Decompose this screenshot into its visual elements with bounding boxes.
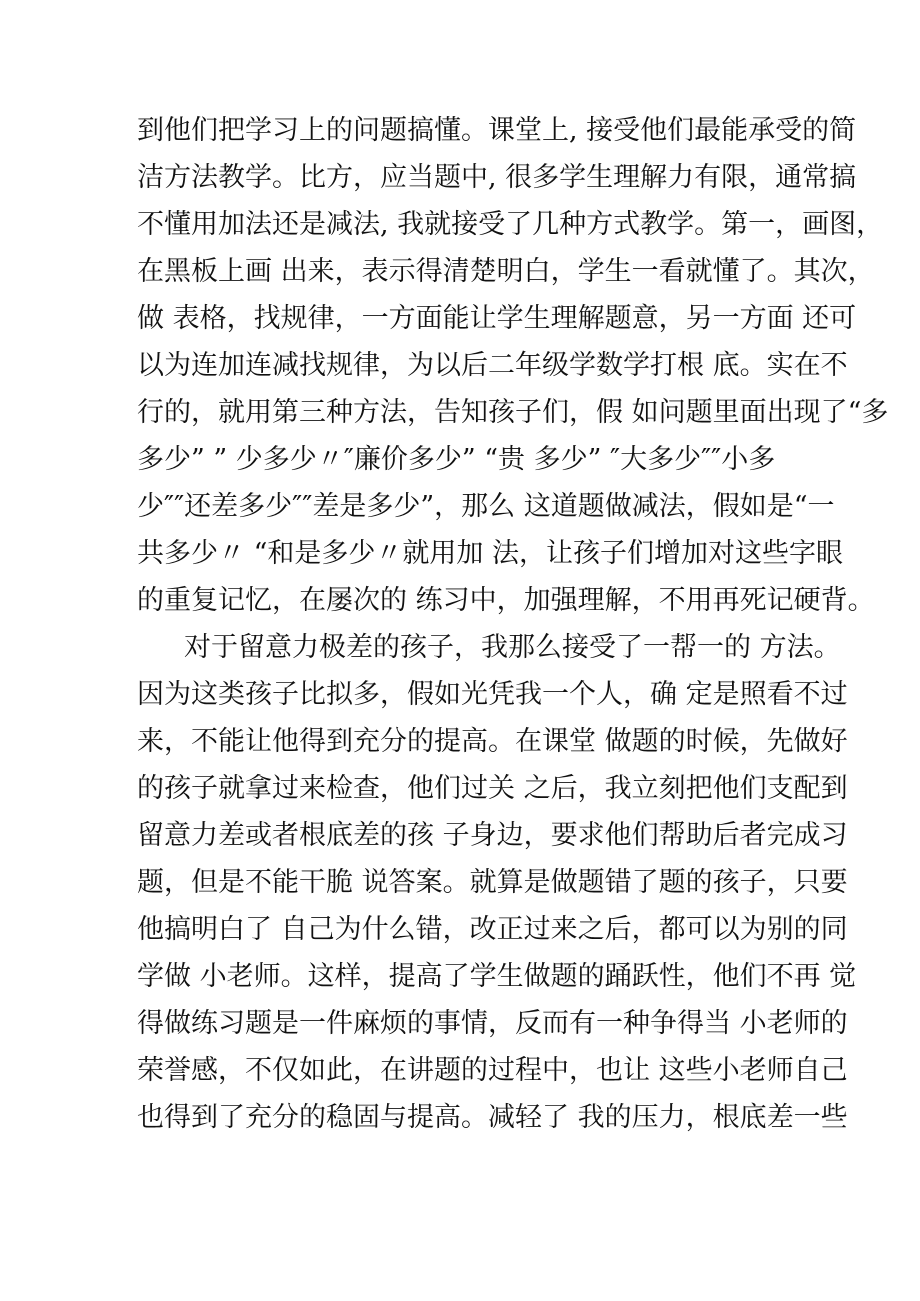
text-line: 共多少〃 “和是多少〃就用加 法，让孩子们增加对这些字眼 [137, 538, 843, 569]
text-line: 以为连加连减找规律，为以后二年级学数学打根 底。实在不 [137, 350, 848, 381]
text-line: 不懂用加法还是减法, 我就接受了几种方式教学。第一，画图， [137, 209, 884, 240]
text-line: 也得到了充分的稳固与提高。减轻了 我的压力，根底差一些 [137, 1102, 848, 1133]
text-line: 的重复记忆，在屡次的 练习中，加强理解，不用再死记硬背。 [137, 585, 875, 616]
text-line: 洁方法教学。比方，应当题中, 很多学生理解力有限，通常搞 [137, 162, 857, 193]
paragraph-2 [137, 624, 857, 1141]
text-line: 做 表格，找规律，一方面能让学生理解题意，另一方面 还可 [137, 303, 857, 334]
text-line: 到他们把学习上的问题搞懂。课堂上, 接受他们最能承受的简 [137, 115, 857, 146]
text-line: 学做 小老师。这样，提高了学生做题的踊跃性，他们不再 觉 [137, 961, 857, 992]
text-line: 行的，就用第三种方法，告知孩子们，假 如问题里面出现了“多 [137, 397, 889, 428]
text-line: 在黑板上画 出来，表示得清楚明白，学生一看就懂了。其次， [137, 256, 875, 287]
text-line: 题，但是不能干脆 说答案。就算是做题错了题的孩子，只要 [137, 867, 848, 898]
text-line: 荣誉感，不仅如此，在讲题的过程中，也让 这些小老师自己 [137, 1055, 848, 1086]
text-line: 得做练习题是一件麻烦的事情，反而有一种争得当 小老师的 [137, 1008, 848, 1039]
text-line: 多少” ” 少多少〃″廉价多少” “贵 多少” ″大多少″″小多 [137, 444, 776, 475]
text-line: 因为这类孩子比拟多，假如光凭我一个人，确 定是照看不过 [137, 679, 848, 710]
text-line: 他搞明白了 自己为什么错，改正过来之后，都可以为别的同 [137, 914, 848, 945]
text-line-indented: 对于留意力极差的孩子，我那么接受了一帮一的 方法。 [184, 632, 841, 663]
text-line: 来，不能让他得到充分的提高。在课堂 做题的时候，先做好 [137, 726, 848, 757]
text-line: 的孩子就拿过来检查，他们过关 之后，我立刻把他们支配到 [137, 773, 848, 804]
paragraph-1 [137, 107, 889, 624]
text-line: 少″″还差多少″″差是多少”，那么 这道题做减法，假如是“一 [137, 491, 835, 522]
text-line: 留意力差或者根底差的孩 子身边，要求他们帮助后者完成习 [137, 820, 848, 851]
body-text [137, 107, 889, 1141]
